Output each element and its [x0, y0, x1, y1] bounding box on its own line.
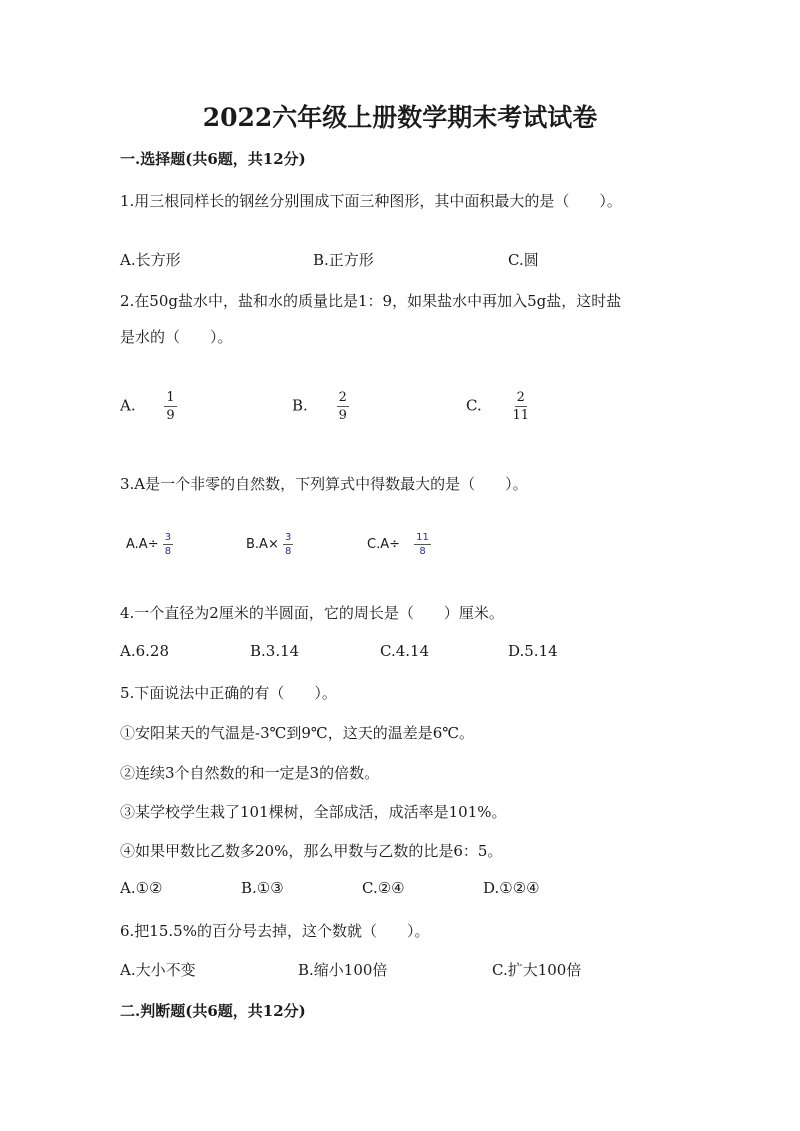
q5-statement-1: ①安阳某天的气温是-3℃到9℃，这天的温差是6℃。 [120, 724, 475, 742]
q4-option-c: C.4.14 [380, 642, 430, 660]
fraction-denominator: 9 [338, 408, 347, 423]
fraction-numerator: 11 [416, 532, 429, 543]
q3-option-c [367, 532, 431, 557]
q5-option-c: C.②④ [362, 879, 405, 897]
question-1-text: 1.用三根同样长的钢丝分别围成下面三种图形，其中面积最大的是（ ）。 [120, 192, 622, 210]
q4-option-a: A.6.28 [120, 642, 169, 660]
q3-option-a [126, 532, 173, 557]
page-title: 2022六年级上册数学期末考试试卷 [202, 103, 598, 132]
question-2-line2: 是水的（ ）。 [120, 328, 233, 346]
q3-option-b-label: B.A× [246, 537, 279, 552]
fraction-numerator: 2 [516, 390, 525, 405]
question-6-text: 6.把15.5%的百分号去掉，这个数就（ ）。 [120, 922, 430, 940]
fraction-denominator: 8 [419, 546, 426, 557]
question-3-text: 3.A是一个非零的自然数，下列算式中得数最大的是（ ）。 [120, 475, 528, 493]
question-5-text: 5.下面说法中正确的有（ ）。 [120, 684, 337, 702]
q4-option-d: D.5.14 [508, 642, 558, 660]
q3-option-b [246, 532, 293, 557]
q5-option-b: B.①③ [241, 879, 284, 897]
question-4-text: 4.一个直径为2厘米的半圆面，它的周长是（ ）厘米。 [120, 604, 504, 622]
q2-option-a-fraction [164, 390, 176, 423]
fraction-numerator: 3 [284, 532, 292, 543]
q2-option-b-fraction [337, 390, 349, 423]
section-heading-judgement: 二.判断题(共6题，共12分) [120, 1002, 306, 1020]
q1-option-a: A.长方形 [120, 251, 181, 269]
section-heading-choice: 一.选择题(共6题，共12分) [120, 150, 306, 168]
q2-option-b [292, 390, 349, 423]
q6-option-b: B.缩小100倍 [298, 961, 388, 979]
q2-option-c-fraction [511, 390, 532, 423]
q1-option-b: B.正方形 [313, 251, 374, 269]
question-2-line1: 2.在50g盐水中，盐和水的质量比是1：9，如果盐水中再加入5g盐，这时盐 [120, 292, 622, 310]
q2-option-c-label: C. [466, 396, 482, 415]
q3-option-b-fraction [283, 532, 293, 557]
q3-option-a-label: A.A÷ [126, 537, 159, 552]
q5-statement-3: ③某学校学生栽了101棵树，全部成活，成活率是101%。 [120, 803, 507, 821]
fraction-denominator: 11 [512, 408, 530, 423]
q2-option-b-label: B. [292, 396, 308, 415]
q4-option-b: B.3.14 [250, 642, 300, 660]
q5-option-a: A.①② [120, 879, 163, 897]
fraction-denominator: 8 [164, 546, 172, 557]
fraction-numerator: 3 [164, 532, 172, 543]
fraction-denominator: 8 [284, 546, 292, 557]
q3-option-c-fraction [414, 532, 431, 557]
fraction-numerator: 1 [166, 390, 175, 405]
fraction-denominator: 9 [166, 408, 175, 423]
q1-option-c: C.圆 [508, 251, 539, 269]
q2-option-c [466, 390, 531, 423]
q2-option-a [120, 390, 177, 423]
q5-option-d: D.①②④ [483, 879, 540, 897]
fraction-numerator: 2 [338, 390, 347, 405]
q5-statement-2: ②连续3个自然数的和一定是3的倍数。 [120, 764, 380, 782]
q5-statement-4: ④如果甲数比乙数多20%，那么甲数与乙数的比是6：5。 [120, 842, 503, 860]
q6-option-a: A.大小不变 [120, 961, 196, 979]
q3-option-c-label: C.A÷ [367, 537, 400, 552]
q2-option-a-label: A. [120, 396, 136, 415]
q6-option-c: C.扩大100倍 [492, 961, 582, 979]
q3-option-a-fraction [163, 532, 173, 557]
